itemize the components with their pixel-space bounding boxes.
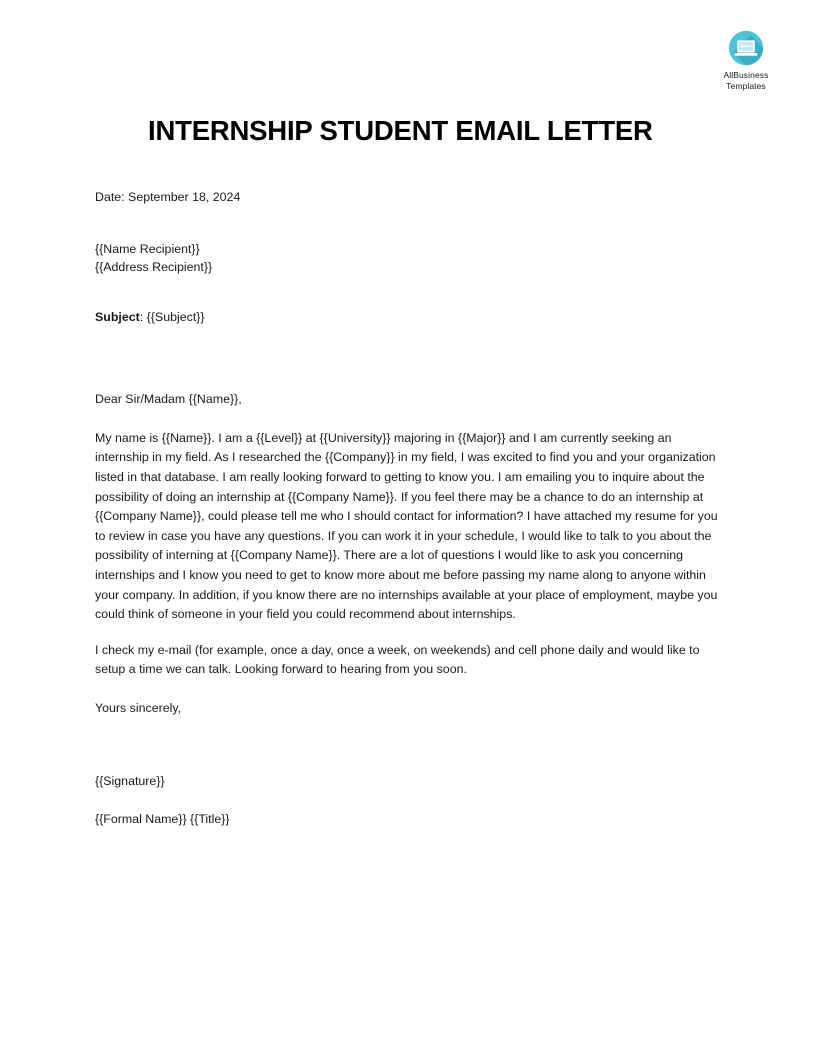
spacer bbox=[95, 753, 721, 772]
spacer bbox=[95, 410, 721, 429]
laptop-icon bbox=[728, 30, 764, 66]
spacer bbox=[95, 327, 721, 371]
brand-name bbox=[698, 70, 794, 91]
brand-name-line2: Templates bbox=[726, 80, 766, 91]
subject-value: {{Subject}} bbox=[146, 309, 205, 324]
body-paragraph-2: I check my e-mail (for example, once a day, once a week, on weekends) and cell phone daily and would like to setup a time we can talk. Looking forward to hearing from you soon. bbox=[95, 642, 700, 677]
spacer bbox=[95, 680, 721, 699]
formal-name-title: {{Formal Name}} {{Title}} bbox=[95, 812, 230, 827]
spacer bbox=[95, 208, 721, 240]
spacer bbox=[95, 276, 721, 308]
subject-separator: : bbox=[139, 309, 147, 324]
recipient-address: {{Address Recipient}} bbox=[95, 259, 213, 274]
subject-line bbox=[95, 308, 721, 328]
brand-name-line1: AllBusiness bbox=[723, 70, 769, 80]
date-line: Date: September 18, 2024 bbox=[95, 190, 241, 204]
closing: Yours sincerely, bbox=[95, 700, 182, 715]
recipient-name: {{Name Recipient}} bbox=[95, 241, 200, 256]
body-paragraph-1: My name is {{Name}}. I am a {{Level}} at {{University}} majoring in {{Major}} and I am currently seeking an internship in my field. As I researched the {{Company}} in my field, I was excited to find you and your organization listed in that database. I am really looking forward to getting to know you. I am emailing you to inquire about the possibility of doing an internship at {{Company Name}}. If you feel there may be a chance to do an internship at {{Company Name}}, could please tell me who I should contact for information? I have attached my resume for you to review in case you have any questions. If you can work it in your schedule, I would like to talk to you about the possibility of interning at {{Company Name}}. There are a lot of questions I would like to ask you concerning internships and I know you need to get to know more about me before passing my name along to anyone within your company. In addition, if you know there are no internships available at your place of employment, maybe you could think of someone in your field you could recommend about internships. bbox=[95, 430, 718, 622]
spacer bbox=[95, 719, 721, 753]
spacer bbox=[95, 371, 721, 390]
brand-logo bbox=[698, 30, 794, 91]
subject-label: Subject bbox=[95, 309, 140, 324]
page-title: INTERNSHIP STUDENT EMAIL LETTER bbox=[148, 115, 653, 146]
signature-placeholder: {{Signature}} bbox=[95, 773, 165, 788]
spacer bbox=[95, 791, 721, 810]
letter-body bbox=[95, 188, 721, 830]
salutation: Dear Sir/Madam {{Name}}, bbox=[95, 392, 242, 407]
